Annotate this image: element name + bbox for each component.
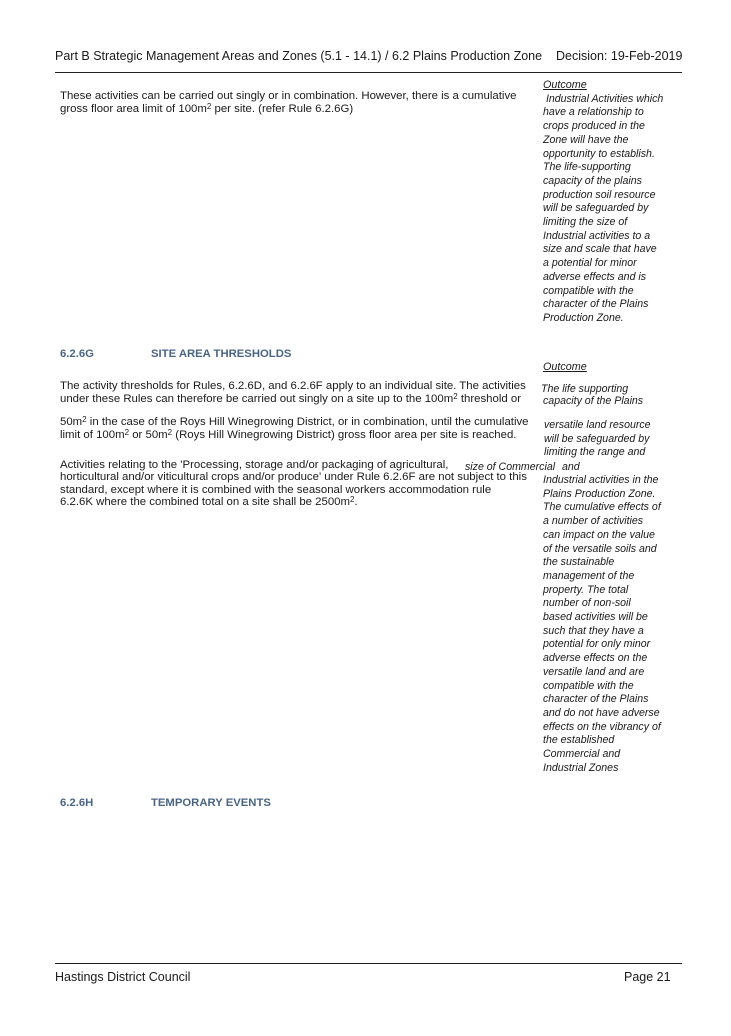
para2-line-4: 6.2.6K where the combined total on a site shall be $2500m^2$.	[60, 495, 358, 508]
section-number-h: 6.2.6H	[60, 797, 94, 809]
outcome2-line-1a: The life supporting	[541, 383, 629, 395]
section-title: SITE AREA THRESHOLDS	[151, 348, 292, 360]
outcome-line: property. The total	[543, 583, 629, 596]
outcome-line: such that they have a	[543, 624, 644, 637]
outcome-line: adverse effects and is	[543, 270, 647, 283]
outcome-line: the established	[543, 734, 615, 747]
section-title-h: TEMPORARY EVENTS	[151, 797, 271, 809]
footer-rule	[55, 963, 682, 964]
outcome-line: of the versatile soils and	[543, 542, 657, 555]
outcome-line: adverse effects on the	[543, 652, 648, 665]
outcome-line: versatile land and are	[543, 665, 645, 678]
outcome-text	[543, 93, 683, 326]
outcome-line: size and scale that have	[543, 243, 657, 256]
section-number: 6.2.6G	[60, 348, 94, 360]
outcome-line: will be safeguarded by	[543, 202, 649, 215]
outcome-line: limiting the size of	[543, 216, 628, 229]
outcome-line: crops produced in the	[543, 120, 645, 133]
para2-line-2: horticultural and/or viticultural crops and/or produce' under Rule 6.2.6F are not subject to this	[60, 471, 527, 483]
outcome-line: Plains Production Zone.	[543, 487, 656, 500]
intro-line-1: These activities can be carried out singly or in combination. However, there is a cumulative	[60, 90, 517, 102]
outcome-line: and do not have adverse	[543, 706, 660, 719]
outcome-line: Industrial activities in the	[543, 474, 659, 486]
outcome-line: based activities will be	[543, 611, 648, 624]
outcome-line: can impact on the value	[543, 528, 655, 541]
para1-line-1: The activity thresholds for Rules, 6.2.6D, and 6.2.6F apply to an individual site. The activities	[60, 380, 526, 392]
outcome-line: the sustainable	[543, 556, 615, 569]
para2-line-3: standard, except where it is combined with the seasonal workers accommodation rule	[60, 484, 492, 496]
outcome2-line-5a: size of Commercial	[465, 461, 556, 473]
outcome2-line-4: limiting the range and	[544, 446, 646, 458]
header-title: Part B Strategic Management Areas and Zones (5.1 - 14.1) / 6.2 Plains Production Zone	[55, 49, 543, 63]
outcome-line: Commercial and	[543, 748, 621, 761]
outcome-line: Production Zone.	[543, 311, 624, 324]
outcome-line: compatible with the	[543, 679, 634, 692]
outcome-line: Industrial activities to a	[543, 229, 651, 242]
outcome-line: The life-supporting	[543, 161, 631, 174]
outcome-sidebar-2	[543, 474, 683, 775]
outcome-line: effects on the vibrancy of	[543, 720, 661, 733]
header-rule	[55, 72, 682, 73]
outcome-line: opportunity to establish.	[543, 147, 655, 160]
outcome-line: Zone will have the	[543, 133, 629, 146]
outcome-line: compatible with the	[543, 284, 634, 297]
outcome-line: a number of activities	[543, 515, 644, 528]
para1-line-4: limit of $100m^2$ or $50m^2$ (Roys Hill Winegrowing District) gross floor area per site is reached.	[60, 428, 517, 441]
outcome-line: a potential for minor	[543, 257, 637, 270]
outcome-line: number of non-soil	[543, 597, 631, 610]
para1-line-3: $50m^2$ in the case of the Roys Hill Winegrowing District, or in combination, until the cumulative	[60, 415, 529, 428]
outcome-sidebar-1	[543, 79, 683, 326]
outcome-line: Industrial Activities which	[543, 92, 664, 105]
outcome-heading-2: Outcome	[543, 361, 587, 373]
para1-line-2: under these Rules can therefore be carried out singly on a site up to the $100m^2$ threshold or	[60, 392, 521, 405]
outcome-line: production soil resource	[543, 188, 656, 201]
outcome-line: have a relationship to	[543, 106, 644, 119]
outcome-heading: Outcome	[543, 79, 587, 91]
outcome-line: capacity of the plains	[543, 174, 642, 187]
outcome2-line-1b: capacity of the Plains	[543, 395, 644, 407]
footer-org: Hastings District Council	[55, 970, 191, 984]
outcome2-line-3: will be safeguarded by	[544, 433, 650, 445]
footer-page: Page 21	[624, 970, 671, 984]
outcome2-line-5b: and	[562, 461, 580, 473]
outcome-line: Industrial Zones	[543, 761, 619, 774]
outcome-line: character of the Plains	[543, 298, 649, 311]
outcome-line: potential for only minor	[543, 638, 651, 651]
outcome-line: character of the Plains	[543, 693, 649, 706]
outcome-line: management of the	[543, 569, 635, 582]
intro-line-2: gross floor area limit of $100m^2$ per site. (refer Rule 6.2.6G)	[60, 102, 354, 115]
para2-line-1: Activities relating to the 'Processing, storage and/or packaging of agricultural,	[60, 459, 449, 471]
outcome-line: The cumulative effects of	[543, 501, 661, 514]
header-decision: Decision: 19-Feb-2019	[556, 49, 683, 63]
outcome2-line-2: versatile land resource	[544, 419, 651, 431]
